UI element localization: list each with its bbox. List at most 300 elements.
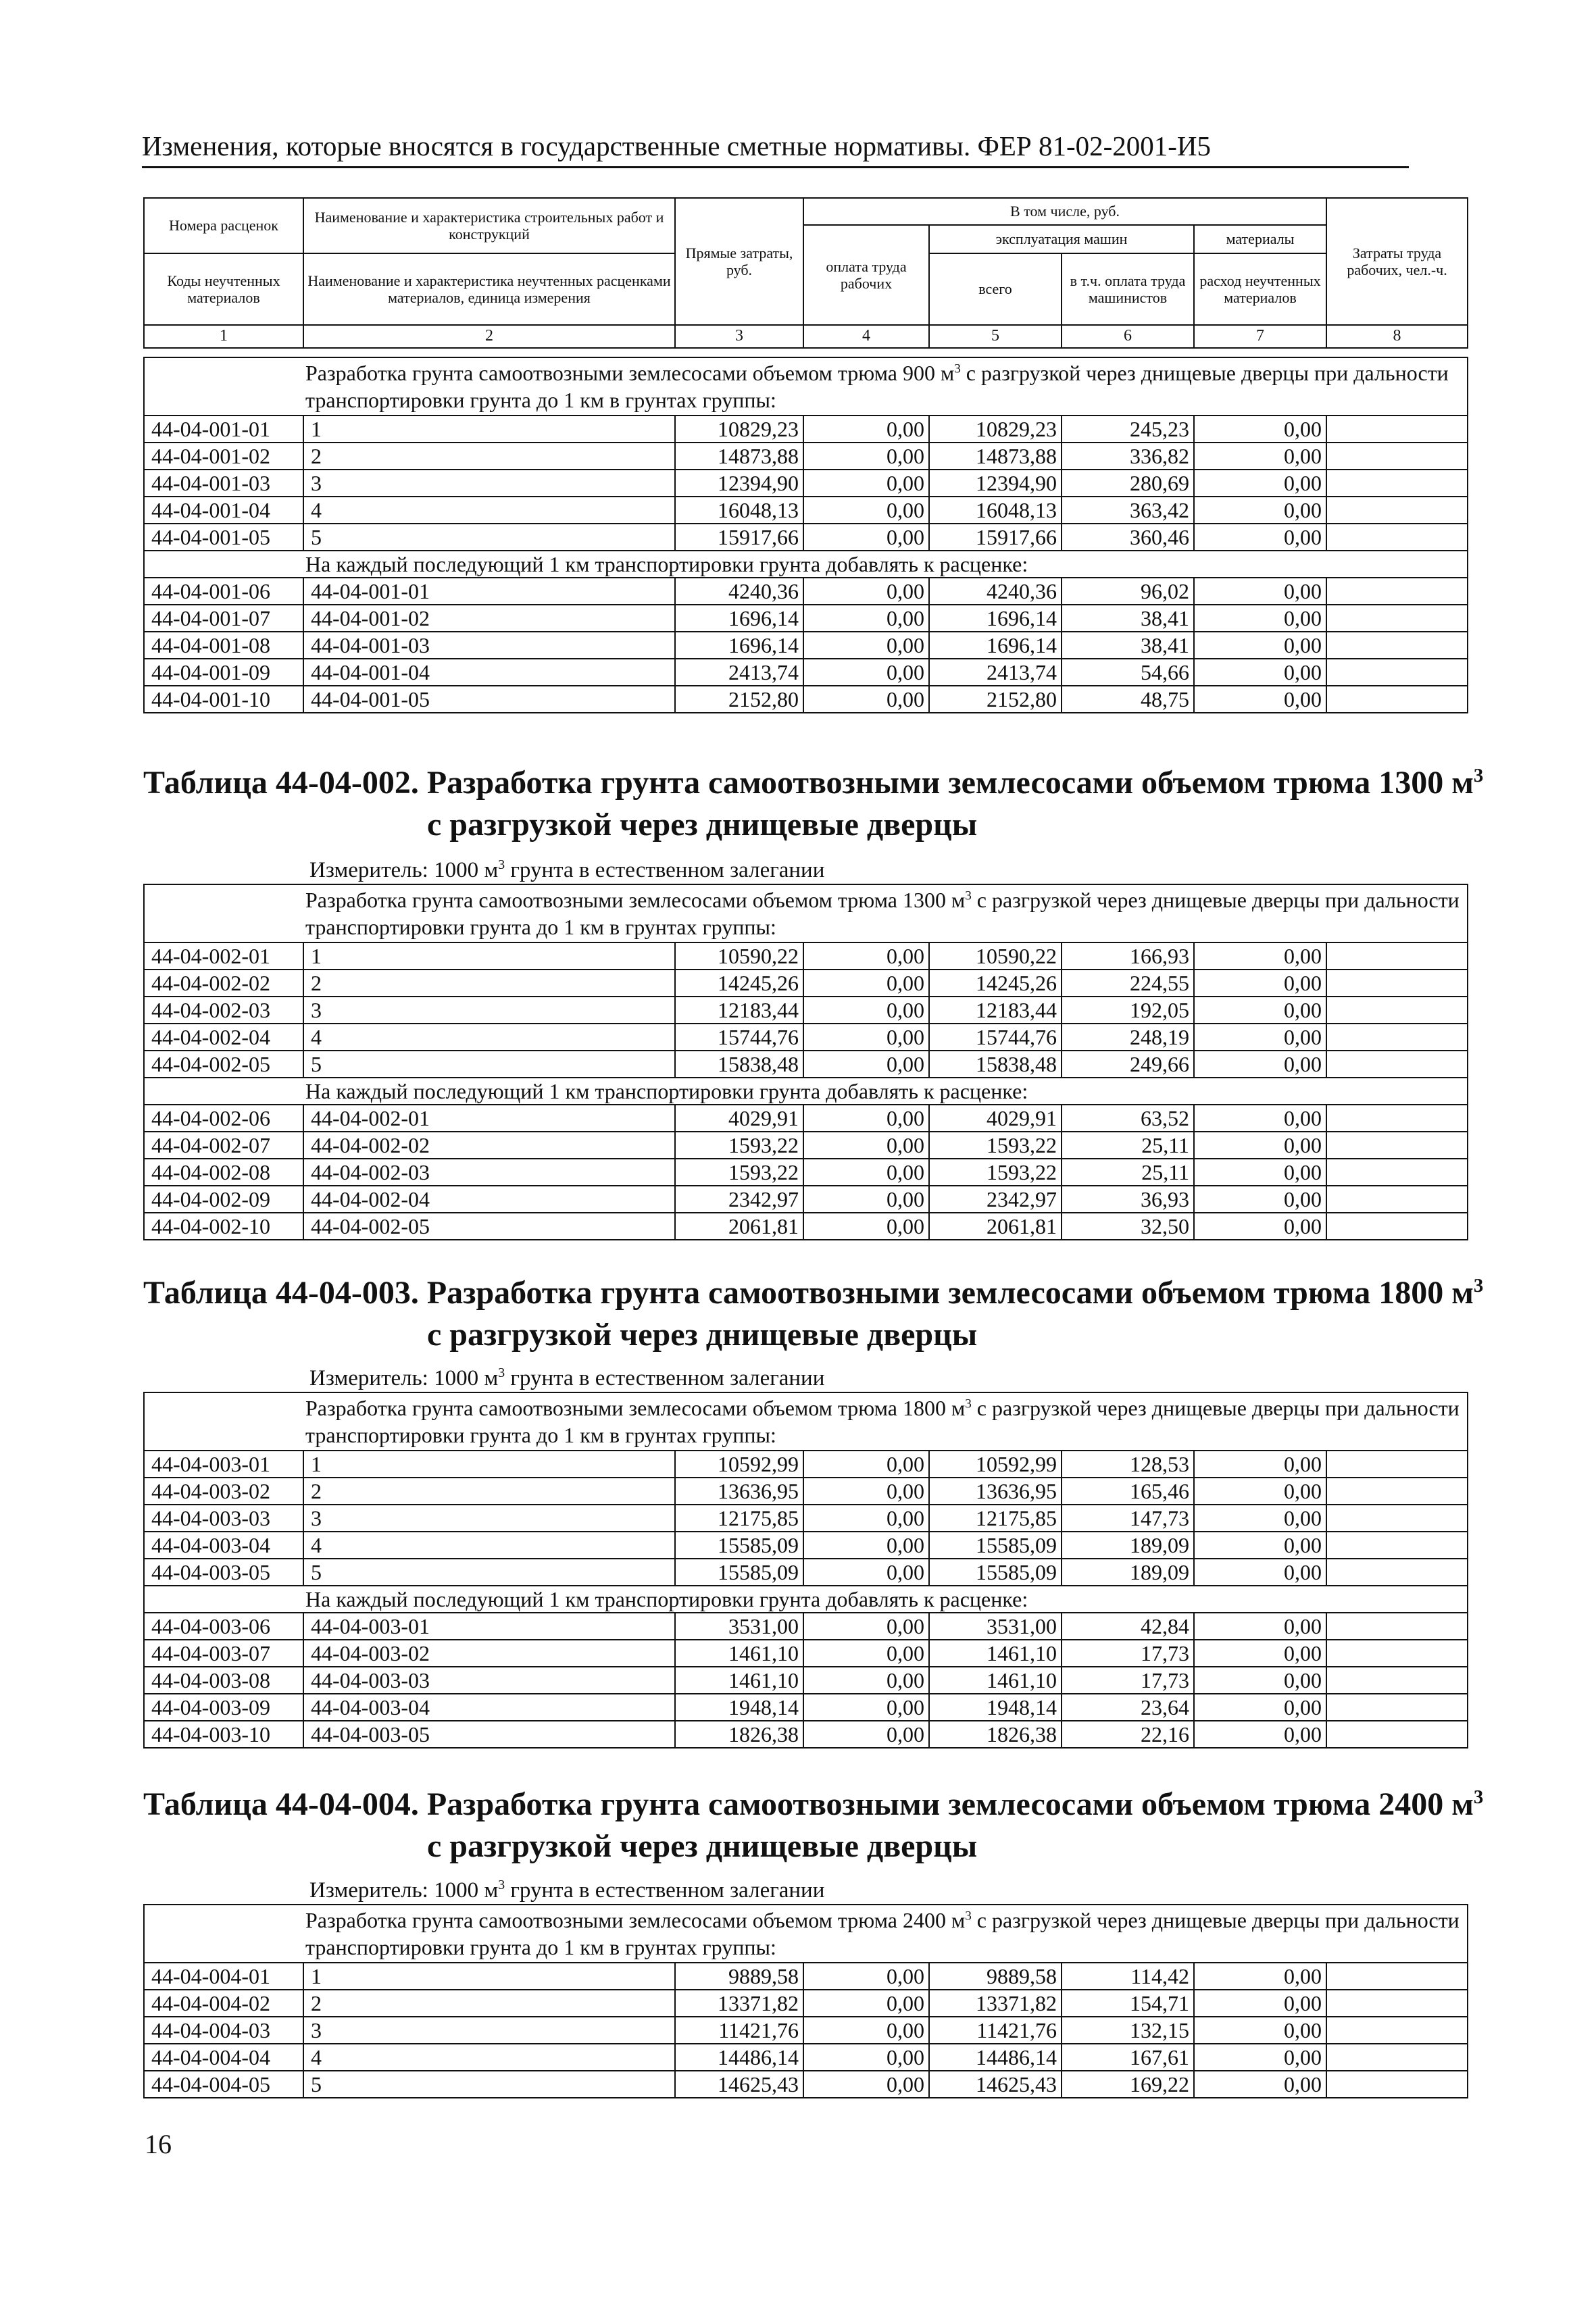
empty-cell	[1326, 1667, 1468, 1694]
rate-code: 44-04-004-05	[144, 2071, 303, 2098]
table-description: Разработка грунта самоотвозными землесосами объемом трюма 900 $м^3$ с разгрузкой через днищевые дверцы при дальности транспортировки грунта до 1 км в грунтах группы:	[144, 357, 1468, 416]
value-cell: 0,00	[1194, 1451, 1326, 1478]
value-cell: 0,00	[803, 1990, 929, 2017]
rate-code: 44-04-003-06	[144, 1613, 303, 1640]
rate-group: 2	[303, 443, 675, 470]
value-cell: 0,00	[1194, 1667, 1326, 1694]
value-cell: 0,00	[803, 2017, 929, 2044]
col-num: 3	[675, 325, 803, 348]
value-cell: 1948,14	[675, 1694, 803, 1721]
rate-group: 44-04-001-04	[303, 659, 675, 686]
value-cell: 38,41	[1062, 605, 1194, 632]
column-header	[143, 197, 1468, 349]
table-measurement-unit: Измеритель: 1000 $м^3$ грунта в естественном залегании	[309, 1365, 825, 1390]
value-cell: 0,00	[1194, 1963, 1326, 1990]
value-cell: 1948,14	[929, 1694, 1062, 1721]
value-cell: 15585,09	[929, 1532, 1062, 1559]
value-cell: 0,00	[803, 1213, 929, 1240]
group-head: В том числе, руб.	[803, 198, 1326, 225]
col-num: 5	[929, 325, 1062, 348]
rate-group: 44-04-001-01	[303, 578, 675, 605]
value-cell: 0,00	[803, 497, 929, 524]
page-header: Изменения, которые вносятся в государственные сметные нормативы. ФЕР 81-02-2001-И5	[142, 130, 1409, 168]
value-cell: 9889,58	[675, 1963, 803, 1990]
value-cell: 0,00	[803, 1640, 929, 1667]
empty-cell	[1326, 1024, 1468, 1051]
empty-cell	[1326, 632, 1468, 659]
rate-code: 44-04-003-02	[144, 1478, 303, 1505]
value-cell: 15585,09	[929, 1559, 1062, 1586]
rate-code: 44-04-004-01	[144, 1963, 303, 1990]
value-cell: 0,00	[803, 997, 929, 1024]
value-cell: 15917,66	[929, 524, 1062, 551]
empty-cell	[1326, 1990, 1468, 2017]
empty-cell	[1326, 1505, 1468, 1532]
value-cell: 15585,09	[675, 1559, 803, 1586]
rate-group: 44-04-003-04	[303, 1694, 675, 1721]
value-cell: 0,00	[1194, 1186, 1326, 1213]
value-cell: 0,00	[1194, 470, 1326, 497]
value-cell: 0,00	[1194, 1105, 1326, 1132]
value-cell: 15838,48	[675, 1051, 803, 1078]
empty-cell	[1326, 2071, 1468, 2098]
rate-code: 44-04-001-04	[144, 497, 303, 524]
value-cell: 14245,26	[675, 970, 803, 997]
table-row	[144, 1505, 1468, 1532]
table-row	[144, 1186, 1468, 1213]
column-numbers	[144, 325, 1468, 348]
table-row	[144, 1213, 1468, 1240]
rate-group: 44-04-001-05	[303, 686, 675, 713]
value-cell: 3531,00	[675, 1613, 803, 1640]
empty-cell	[1326, 470, 1468, 497]
empty-cell	[1326, 942, 1468, 970]
table-row	[144, 2017, 1468, 2044]
value-cell: 0,00	[803, 1613, 929, 1640]
empty-cell	[1326, 659, 1468, 686]
value-cell: 0,00	[803, 1186, 929, 1213]
table-title: Таблица 44-04-002. Разработка грунта самоотвозными землесосами объемом трюма 1300 $м^3$ с разгрузкой через днищевые дверцы	[143, 765, 1484, 842]
rate-group: 3	[303, 997, 675, 1024]
value-cell: 4029,91	[675, 1105, 803, 1132]
value-cell: 0,00	[803, 1721, 929, 1748]
rate-group: 3	[303, 2017, 675, 2044]
value-cell: 2061,81	[675, 1213, 803, 1240]
rate-group: 44-04-003-05	[303, 1721, 675, 1748]
value-cell: 0,00	[803, 942, 929, 970]
col5-head: всего	[929, 253, 1062, 325]
value-cell: 4029,91	[929, 1105, 1062, 1132]
rate-group: 1	[303, 1451, 675, 1478]
value-cell: 0,00	[803, 1694, 929, 1721]
subsection-label: На каждый последующий 1 км транспортировки грунта добавлять к расценке:	[144, 551, 1468, 578]
empty-cell	[1326, 1532, 1468, 1559]
value-cell: 48,75	[1062, 686, 1194, 713]
value-cell: 10829,23	[675, 416, 803, 443]
rate-code: 44-04-003-09	[144, 1694, 303, 1721]
value-cell: 1461,10	[675, 1640, 803, 1667]
rate-group: 5	[303, 1051, 675, 1078]
rate-code: 44-04-002-09	[144, 1186, 303, 1213]
value-cell: 14245,26	[929, 970, 1062, 997]
value-cell: 0,00	[803, 1451, 929, 1478]
rate-code: 44-04-003-04	[144, 1532, 303, 1559]
empty-cell	[1326, 2017, 1468, 2044]
table-description: Разработка грунта самоотвозными землесосами объемом трюма 1800 $м^3$ с разгрузкой через днищевые дверцы при дальности транспортировки грунта до 1 км в грунтах группы:	[144, 1392, 1468, 1451]
empty-cell	[1326, 1105, 1468, 1132]
value-cell: 0,00	[803, 1132, 929, 1159]
value-cell: 14486,14	[929, 2044, 1062, 2071]
value-cell: 32,50	[1062, 1213, 1194, 1240]
table-44-04-002	[143, 884, 1468, 1240]
table-row	[144, 1132, 1468, 1159]
value-cell: 0,00	[803, 1478, 929, 1505]
value-cell: 189,09	[1062, 1559, 1194, 1586]
value-cell: 0,00	[1194, 1132, 1326, 1159]
rate-code: 44-04-001-06	[144, 578, 303, 605]
rate-group: 3	[303, 1505, 675, 1532]
rate-group: 4	[303, 497, 675, 524]
rate-code: 44-04-002-10	[144, 1213, 303, 1240]
value-cell: 0,00	[803, 1105, 929, 1132]
value-cell: 0,00	[803, 970, 929, 997]
rate-code: 44-04-002-03	[144, 997, 303, 1024]
value-cell: 363,42	[1062, 497, 1194, 524]
value-cell: 1593,22	[929, 1132, 1062, 1159]
rate-group: 4	[303, 1024, 675, 1051]
value-cell: 12175,85	[929, 1505, 1062, 1532]
value-cell: 0,00	[803, 416, 929, 443]
value-cell: 1696,14	[929, 632, 1062, 659]
value-cell: 10590,22	[675, 942, 803, 970]
table-row	[144, 686, 1468, 713]
empty-cell	[1326, 497, 1468, 524]
value-cell: 249,66	[1062, 1051, 1194, 1078]
value-cell: 12183,44	[929, 997, 1062, 1024]
value-cell: 0,00	[1194, 1159, 1326, 1186]
rate-group: 44-04-003-03	[303, 1667, 675, 1694]
table-row	[144, 1640, 1468, 1667]
value-cell: 0,00	[1194, 1613, 1326, 1640]
value-cell: 248,19	[1062, 1024, 1194, 1051]
value-cell: 0,00	[1194, 2071, 1326, 2098]
value-cell: 15744,76	[929, 1024, 1062, 1051]
table-measurement-unit: Измеритель: 1000 $м^3$ грунта в естественном залегании	[309, 857, 825, 882]
value-cell: 0,00	[803, 1667, 929, 1694]
value-cell: 0,00	[1194, 1559, 1326, 1586]
value-cell: 0,00	[1194, 1478, 1326, 1505]
value-cell: 2413,74	[675, 659, 803, 686]
value-cell: 2152,80	[929, 686, 1062, 713]
table-row	[144, 970, 1468, 997]
value-cell: 13371,82	[675, 1990, 803, 2017]
rate-group: 44-04-003-01	[303, 1613, 675, 1640]
value-cell: 166,93	[1062, 942, 1194, 970]
rate-code: 44-04-004-02	[144, 1990, 303, 2017]
rate-code: 44-04-004-03	[144, 2017, 303, 2044]
col1-top: Номера расценок	[144, 198, 303, 253]
table-description: Разработка грунта самоотвозными землесосами объемом трюма 1300 $м^3$ с разгрузкой через днищевые дверцы при дальности транспортировки грунта до 1 км в грунтах группы:	[144, 884, 1468, 942]
value-cell: 1593,22	[675, 1159, 803, 1186]
empty-cell	[1326, 1613, 1468, 1640]
rate-code: 44-04-003-07	[144, 1640, 303, 1667]
value-cell: 2342,97	[675, 1186, 803, 1213]
page-number: 16	[145, 2129, 172, 2159]
value-cell: 0,00	[803, 632, 929, 659]
rate-group: 1	[303, 942, 675, 970]
rate-code: 44-04-002-07	[144, 1132, 303, 1159]
value-cell: 0,00	[803, 686, 929, 713]
rate-group: 44-04-002-01	[303, 1105, 675, 1132]
rate-code: 44-04-004-04	[144, 2044, 303, 2071]
rate-group: 1	[303, 1963, 675, 1990]
table-row	[144, 443, 1468, 470]
table-row	[144, 1990, 1468, 2017]
value-cell: 0,00	[803, 659, 929, 686]
value-cell: 280,69	[1062, 470, 1194, 497]
value-cell: 22,16	[1062, 1721, 1194, 1748]
value-cell: 14873,88	[675, 443, 803, 470]
value-cell: 128,53	[1062, 1451, 1194, 1478]
value-cell: 4240,36	[675, 578, 803, 605]
empty-cell	[1326, 997, 1468, 1024]
rate-group: 44-04-002-02	[303, 1132, 675, 1159]
value-cell: 23,64	[1062, 1694, 1194, 1721]
value-cell: 14625,43	[675, 2071, 803, 2098]
table-row	[144, 416, 1468, 443]
rate-group: 5	[303, 524, 675, 551]
rate-code: 44-04-003-10	[144, 1721, 303, 1748]
rate-group: 2	[303, 1478, 675, 1505]
value-cell: 0,00	[803, 605, 929, 632]
table-title: Таблица 44-04-003. Разработка грунта самоотвозными землесосами объемом трюма 1800 $м^3$ с разгрузкой через днищевые дверцы	[143, 1275, 1484, 1353]
rate-code: 44-04-002-04	[144, 1024, 303, 1051]
rate-code: 44-04-002-08	[144, 1159, 303, 1186]
value-cell: 0,00	[803, 2071, 929, 2098]
rate-group: 2	[303, 1990, 675, 2017]
rate-code: 44-04-002-06	[144, 1105, 303, 1132]
value-cell: 2061,81	[929, 1213, 1062, 1240]
col-num: 7	[1194, 325, 1326, 348]
value-cell: 25,11	[1062, 1132, 1194, 1159]
value-cell: 189,09	[1062, 1532, 1194, 1559]
col1-bottom: Коды неучтенных материалов	[144, 253, 303, 325]
value-cell: 0,00	[803, 1159, 929, 1186]
rate-code: 44-04-002-05	[144, 1051, 303, 1078]
value-cell: 11421,76	[675, 2017, 803, 2044]
table-row	[144, 2044, 1468, 2071]
empty-cell	[1326, 970, 1468, 997]
table-44-04-001	[143, 357, 1468, 713]
value-cell: 1826,38	[929, 1721, 1062, 1748]
value-cell: 15744,76	[675, 1024, 803, 1051]
value-cell: 0,00	[1194, 2017, 1326, 2044]
table-row	[144, 1159, 1468, 1186]
value-cell: 96,02	[1062, 578, 1194, 605]
table-row	[144, 1051, 1468, 1078]
empty-cell	[1326, 1721, 1468, 1748]
table-row	[144, 578, 1468, 605]
col-num: 1	[144, 325, 303, 348]
value-cell: 0,00	[1194, 1505, 1326, 1532]
value-cell: 0,00	[1194, 1532, 1326, 1559]
value-cell: 0,00	[803, 524, 929, 551]
table-row	[144, 1478, 1468, 1505]
value-cell: 0,00	[1194, 942, 1326, 970]
value-cell: 154,71	[1062, 1990, 1194, 2017]
value-cell: 1593,22	[929, 1159, 1062, 1186]
table-row	[144, 2071, 1468, 2098]
value-cell: 0,00	[803, 1559, 929, 1586]
value-cell: 0,00	[1194, 443, 1326, 470]
rate-code: 44-04-003-03	[144, 1505, 303, 1532]
rate-code: 44-04-002-01	[144, 942, 303, 970]
value-cell: 336,82	[1062, 443, 1194, 470]
col8-head: Затраты труда рабочих, чел.-ч.	[1326, 198, 1468, 325]
value-cell: 0,00	[1194, 659, 1326, 686]
value-cell: 0,00	[1194, 970, 1326, 997]
value-cell: 0,00	[1194, 578, 1326, 605]
value-cell: 25,11	[1062, 1159, 1194, 1186]
col3-head: Прямые затраты, руб.	[675, 198, 803, 325]
value-cell: 9889,58	[929, 1963, 1062, 1990]
col-num: 6	[1062, 325, 1194, 348]
table-row	[144, 659, 1468, 686]
table-row	[144, 942, 1468, 970]
value-cell: 0,00	[1194, 1990, 1326, 2017]
empty-cell	[1326, 443, 1468, 470]
value-cell: 17,73	[1062, 1667, 1194, 1694]
rate-group: 44-04-003-02	[303, 1640, 675, 1667]
value-cell: 14625,43	[929, 2071, 1062, 2098]
rate-group: 44-04-001-03	[303, 632, 675, 659]
table-row	[144, 1721, 1468, 1748]
table-row	[144, 1613, 1468, 1640]
empty-cell	[1326, 1559, 1468, 1586]
value-cell: 0,00	[803, 443, 929, 470]
value-cell: 14873,88	[929, 443, 1062, 470]
col6-head: в т.ч. оплата труда машинистов	[1062, 253, 1194, 325]
value-cell: 17,73	[1062, 1640, 1194, 1667]
table-44-04-003	[143, 1392, 1468, 1749]
rate-group: 44-04-002-03	[303, 1159, 675, 1186]
rate-code: 44-04-001-02	[144, 443, 303, 470]
rate-group: 4	[303, 1532, 675, 1559]
value-cell: 0,00	[1194, 1024, 1326, 1051]
table-row	[144, 470, 1468, 497]
value-cell: 13636,95	[675, 1478, 803, 1505]
empty-cell	[1326, 1213, 1468, 1240]
rate-code: 44-04-001-09	[144, 659, 303, 686]
rate-group: 1	[303, 416, 675, 443]
value-cell: 10592,99	[929, 1451, 1062, 1478]
col-num: 2	[303, 325, 675, 348]
materials-head: материалы	[1194, 225, 1326, 253]
value-cell: 1461,10	[929, 1667, 1062, 1694]
value-cell: 15838,48	[929, 1051, 1062, 1078]
value-cell: 192,05	[1062, 997, 1194, 1024]
rate-group: 44-04-002-05	[303, 1213, 675, 1240]
value-cell: 16048,13	[929, 497, 1062, 524]
rate-group: 3	[303, 470, 675, 497]
value-cell: 63,52	[1062, 1105, 1194, 1132]
subsection-label: На каждый последующий 1 км транспортировки грунта добавлять к расценке:	[144, 1586, 1468, 1613]
value-cell: 1826,38	[675, 1721, 803, 1748]
table-row	[144, 605, 1468, 632]
value-cell: 0,00	[1194, 605, 1326, 632]
value-cell: 0,00	[1194, 416, 1326, 443]
value-cell: 0,00	[1194, 1694, 1326, 1721]
rate-group: 44-04-001-02	[303, 605, 675, 632]
value-cell: 0,00	[1194, 1640, 1326, 1667]
value-cell: 1461,10	[675, 1667, 803, 1694]
value-cell: 13636,95	[929, 1478, 1062, 1505]
value-cell: 16048,13	[675, 497, 803, 524]
empty-cell	[1326, 1186, 1468, 1213]
rate-code: 44-04-002-02	[144, 970, 303, 997]
empty-cell	[1326, 686, 1468, 713]
empty-cell	[1326, 416, 1468, 443]
table-title: Таблица 44-04-004. Разработка грунта самоотвозными землесосами объемом трюма 2400 $м^3$ с разгрузкой через днищевые дверцы	[143, 1786, 1484, 1864]
rate-group: 44-04-002-04	[303, 1186, 675, 1213]
table-row	[144, 1024, 1468, 1051]
col-num: 8	[1326, 325, 1468, 348]
table-row	[144, 1451, 1468, 1478]
empty-cell	[1326, 1451, 1468, 1478]
value-cell: 10829,23	[929, 416, 1062, 443]
rate-code: 44-04-001-10	[144, 686, 303, 713]
value-cell: 1696,14	[675, 632, 803, 659]
value-cell: 14486,14	[675, 2044, 803, 2071]
table-row	[144, 997, 1468, 1024]
empty-cell	[1326, 1051, 1468, 1078]
rate-group: 2	[303, 970, 675, 997]
empty-cell	[1326, 578, 1468, 605]
table-measurement-unit: Измеритель: 1000 $м^3$ грунта в естественном залегании	[309, 1878, 825, 1903]
value-cell: 0,00	[1194, 686, 1326, 713]
value-cell: 12394,90	[675, 470, 803, 497]
empty-cell	[1326, 1963, 1468, 1990]
value-cell: 1696,14	[929, 605, 1062, 632]
value-cell: 132,15	[1062, 2017, 1194, 2044]
rate-code: 44-04-001-01	[144, 416, 303, 443]
table-row	[144, 1105, 1468, 1132]
col2-bottom: Наименование и характеристика неучтенных расценками материалов, единица измерения	[303, 253, 675, 325]
value-cell: 0,00	[1194, 1721, 1326, 1748]
value-cell: 0,00	[803, 2044, 929, 2071]
value-cell: 3531,00	[929, 1613, 1062, 1640]
empty-cell	[1326, 1132, 1468, 1159]
value-cell: 114,42	[1062, 1963, 1194, 1990]
value-cell: 0,00	[1194, 2044, 1326, 2071]
table-row	[144, 497, 1468, 524]
value-cell: 54,66	[1062, 659, 1194, 686]
rate-group: 5	[303, 2071, 675, 2098]
value-cell: 0,00	[1194, 997, 1326, 1024]
empty-cell	[1326, 1694, 1468, 1721]
table-description: Разработка грунта самоотвозными землесосами объемом трюма 2400 $м^3$ с разгрузкой через днищевые дверцы при дальности транспортировки грунта до 1 км в грунтах группы:	[144, 1905, 1468, 1963]
value-cell: 42,84	[1062, 1613, 1194, 1640]
value-cell: 0,00	[803, 578, 929, 605]
col2-top: Наименование и характеристика строительных работ и конструкций	[303, 198, 675, 253]
empty-cell	[1326, 605, 1468, 632]
value-cell: 36,93	[1062, 1186, 1194, 1213]
table-row	[144, 1963, 1468, 1990]
value-cell: 165,46	[1062, 1478, 1194, 1505]
value-cell: 167,61	[1062, 2044, 1194, 2071]
table-44-04-004	[143, 1904, 1468, 2098]
table-row	[144, 1667, 1468, 1694]
